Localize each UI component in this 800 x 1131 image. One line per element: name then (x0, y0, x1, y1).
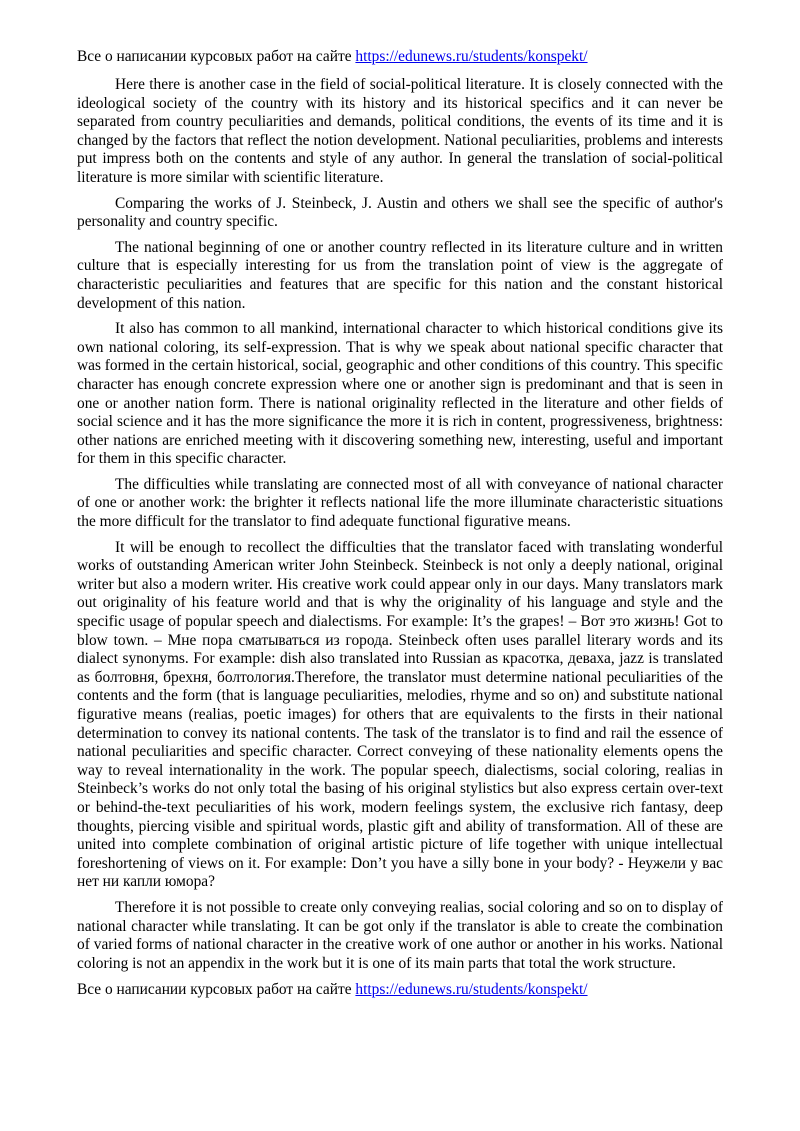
document-page (77, 47, 723, 999)
header-text: Все о написании курсовых работ на сайте (77, 48, 356, 65)
paragraph: Comparing the works of J. Steinbeck, J. Austin and others we shall see the specific of author's personality and country specific. (77, 194, 723, 231)
page-footer (77, 980, 723, 999)
paragraph: Here there is another case in the field of social-political literature. It is closely connected with the ideological society of the country with its history and its historical specifics and it can never be separated from country peculiarities and demands, political conditions, the events of its time and it is changed by the factors that reflect the notion development. National peculiarities, problems and interests put impress both on the contents and style of any author. In general the translation of social-political literature is more similar with scientific literature. (77, 76, 723, 186)
paragraph: It will be enough to recollect the difficulties that the translator faced with translating wonderful works of outstanding American writer John Steinbeck. Steinbeck is not only a deeply national, original writer but also a modern writer. His creative work could appear only in our days. Many translators mark out originality of his feature world and that is why the originality of his language and style and the specific usage of popular speech and dialectisms. For example: It’s the grapes! – Вот это жизнь! Got to blow town. – Мне пора сматываться из города. Steinbeck often uses parallel literary words and its dialect synonyms. For example: dish also translated into Russian as красотка, деваха, jazz is translated as болтовня, брехня, болтология.Therefore, the translator must determine national peculiarities of the contents and the form (that is language peculiarities, melodies, rhyme and so on) and substitute national figurative means (realias, poetic images) for others that are equivalents to the firsts in their national determination to convey its national contents. The task of the translator is to find and rail the essence of national peculiarities and specific character. Correct conveying of these nationality elements opens the way to reveal internationality in the work. The popular speech, dialectisms, social coloring, realias in Steinbeck’s works do not only total the basing of his original stylistics but also express certain over-text or behind-the-text peculiarities of his work, modern feelings system, the exclusive rich fantasy, deep thoughts, piercing visible and spiritual words, plastic gift and ability of transformation. All of these are united into complete combination of original artistic picture of life together with unique intellectual foreshortening of views on it. For example: Don’t you have a silly bone in your body? - Неужели у вас нет ни капли юмора? (77, 538, 723, 891)
page-header (77, 47, 723, 66)
paragraph: The difficulties while translating are connected most of all with conveyance of national character of one or another work: the brighter it reflects national life the more illuminate characteristic situations the more difficult for the translator to find adequate functional figurative means. (77, 475, 723, 531)
paragraph: It also has common to all mankind, international character to which historical conditions give its own national coloring, its self-expression. That is why we speak about national specific character that was formed in the certain historical, social, geographic and other conditions of this country. This specific character has enough concrete expression where one or another sign is predominant and that is seen in one or another nation form. There is national originality reflected in the literature and other fields of social science and it has the more significance the more it is rich in content, progressiveness, brightness: other nations are enriched meeting with it discovering something new, interesting, useful and important for them in this specific character. (77, 320, 723, 468)
header-link[interactable]: https://edunews.ru/students/konspekt/ (355, 48, 588, 65)
paragraph: Therefore it is not possible to create only conveying realias, social coloring and so on to display of national character while translating. It can be got only if the translator is able to create the combination of varied forms of national character in the creative work of one author or another in his works. National coloring is not an appendix in the work but it is one of its main parts that total the work structure. (77, 898, 723, 972)
paragraph: The national beginning of one or another country reflected in its literature culture and in written culture that is especially interesting for us from the translation point of view is the aggregate of characteristic peculiarities and features that are specific for this nation and the constant historical development of this nation. (77, 238, 723, 312)
footer-text: Все о написании курсовых работ на сайте (77, 981, 356, 999)
document-body (77, 76, 723, 973)
footer-link[interactable]: https://edunews.ru/students/konspekt/ (355, 981, 588, 999)
